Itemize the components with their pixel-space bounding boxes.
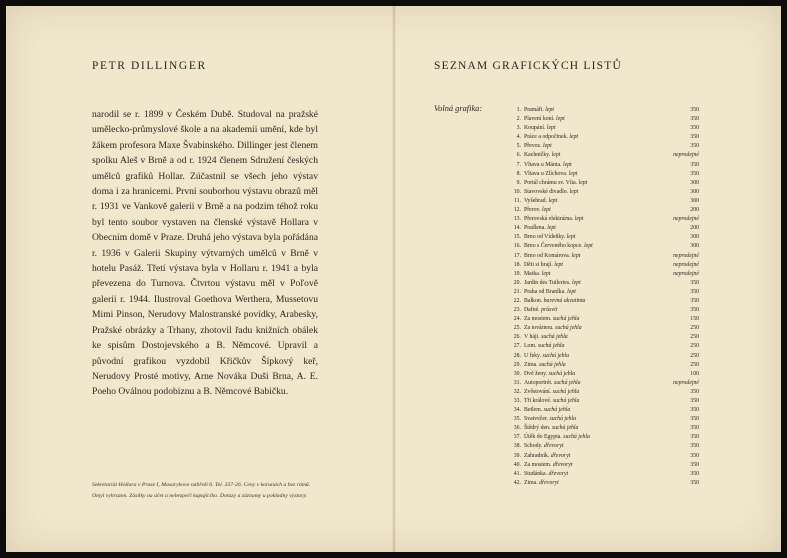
list-item: [509, 115, 699, 124]
item-price: 350: [690, 452, 699, 459]
item-price: 350: [690, 307, 699, 314]
item-price: 350: [690, 434, 699, 441]
item-title: Plavení koní.: [524, 116, 555, 123]
item-number: 39.: [513, 452, 521, 459]
item-technique: lept: [567, 288, 576, 295]
item-title: Zima.: [524, 361, 538, 368]
item-number: 37.: [513, 434, 521, 441]
list-item: [509, 142, 699, 151]
item-technique: suchá jehla: [537, 343, 565, 350]
item-title: Pramáři.: [524, 107, 544, 113]
list-item: [509, 124, 699, 133]
item-title: Koupání.: [524, 125, 546, 132]
item-number: 17.: [513, 252, 521, 259]
item-price: 250: [690, 352, 699, 359]
list-item: [509, 397, 699, 406]
list-item: [509, 179, 699, 188]
item-number: 40.: [513, 461, 521, 468]
item-title: Útěk do Egypta.: [524, 434, 562, 441]
item-technique: lept: [562, 161, 572, 168]
item-title: Brno od Komárova.: [524, 252, 571, 259]
item-price: 350: [690, 279, 699, 286]
item-title: Praha od Branlka.: [524, 288, 566, 295]
item-number: 14.: [513, 225, 521, 232]
footnote-line: Omyl vyhrazen. Zásilky na účet a nebezpečí kupujícího. Dotazy a záznamy u pokladny výstavy.: [92, 493, 308, 499]
item-technique: suchá jehla: [551, 425, 579, 432]
item-number: 8.: [516, 170, 521, 177]
item-number: 15.: [513, 234, 521, 241]
item-title: Portál chrámu sv. Víta.: [524, 179, 578, 186]
item-technique: suchá jehla: [539, 361, 566, 368]
item-number: 31.: [513, 379, 521, 386]
item-price: neprodejné: [673, 270, 699, 277]
item-title: U řeky.: [524, 352, 542, 359]
item-title: Zvěstování.: [524, 388, 552, 395]
item-price: 200: [690, 207, 699, 214]
list-item: [509, 388, 699, 397]
item-price: 350: [690, 116, 699, 123]
item-technique: lept: [569, 134, 579, 141]
item-title: Schody.: [524, 443, 543, 450]
catalog-sheet: [6, 6, 781, 552]
item-number: 23.: [513, 307, 521, 314]
list-item: [509, 206, 699, 215]
item-number: 9.: [516, 179, 521, 186]
item-technique: lept: [541, 207, 551, 214]
item-title: V háji.: [524, 334, 540, 341]
item-title: Dafné.: [524, 307, 540, 314]
item-number: 41.: [513, 470, 521, 477]
list-item: [509, 215, 699, 224]
center-fold: [392, 6, 396, 552]
item-technique: lept: [551, 152, 561, 159]
list-item: [509, 279, 699, 288]
item-number: 38.: [513, 443, 521, 450]
item-title: Za továrnou.: [524, 325, 554, 332]
item-price: 350: [690, 143, 699, 150]
list-item: [509, 133, 699, 142]
item-price: neprodejné: [673, 152, 699, 159]
list-item: [509, 315, 699, 324]
item-number: 25.: [513, 325, 521, 332]
item-price: 350: [690, 416, 699, 423]
item-technique: lept: [548, 197, 558, 204]
item-technique: barevná akvatinta: [543, 297, 586, 304]
item-price: 150: [690, 316, 699, 323]
list-item: [509, 197, 699, 206]
item-technique: dřevoryt: [539, 479, 559, 486]
item-technique: lept: [574, 216, 584, 223]
item-price: 350: [690, 297, 699, 304]
item-title: Betlem.: [524, 407, 543, 414]
item-technique: suchá jehla: [552, 316, 580, 323]
list-item: [509, 242, 699, 251]
item-price: 250: [690, 361, 699, 368]
item-price: neprodejné: [673, 379, 699, 386]
item-title: Za mostem.: [524, 461, 552, 468]
item-technique: suchá jehla: [548, 370, 576, 377]
item-technique: suchá jehla: [541, 334, 568, 341]
item-price: 300: [690, 179, 699, 186]
item-number: 28.: [513, 352, 521, 359]
list-item: [509, 415, 699, 424]
left-page: [92, 60, 318, 409]
footnote: [92, 480, 358, 502]
item-number: 33.: [513, 398, 521, 404]
item-technique: průsvit: [541, 307, 558, 314]
list-item: [509, 406, 699, 415]
item-technique: suchá jehla: [555, 325, 582, 332]
item-number: 26.: [513, 334, 521, 341]
list-item: [509, 161, 699, 170]
item-title: Brno od Vídeňky.: [524, 234, 566, 241]
item-title: Vltava u Zlíchova.: [524, 170, 568, 177]
item-price: 250: [690, 334, 699, 341]
item-title: Dvě ženy.: [524, 370, 548, 377]
item-technique: lept: [556, 116, 565, 123]
item-technique: suchá jehla: [553, 379, 581, 386]
works-list: [509, 106, 699, 488]
item-number: 42.: [513, 479, 521, 486]
item-number: 36.: [513, 425, 521, 432]
item-title: Lom.: [524, 343, 537, 350]
item-number: 4.: [516, 134, 521, 141]
list-item: [509, 424, 699, 433]
item-title: Přerov.: [524, 207, 541, 214]
list-item: [509, 452, 699, 461]
item-title: Autoportrét.: [524, 379, 553, 386]
item-title: Jardin des Tuileries.: [524, 279, 571, 286]
item-title: Tři králové.: [524, 398, 552, 404]
item-technique: lept: [545, 107, 554, 113]
item-title: Zahradník.: [524, 452, 550, 459]
item-number: 3.: [516, 125, 521, 132]
list-item: [509, 270, 699, 279]
item-number: 16.: [513, 243, 521, 250]
item-number: 10.: [513, 188, 521, 195]
item-title: Studánka.: [524, 470, 548, 477]
list-item: [509, 361, 699, 370]
list-item: [509, 461, 699, 470]
item-price: 350: [690, 407, 699, 414]
artist-name-heading: PETR DILLINGER: [92, 60, 207, 72]
list-item: [509, 252, 699, 261]
item-number: 7.: [516, 161, 521, 168]
item-number: 21.: [513, 288, 521, 295]
item-title: Zima.: [524, 479, 538, 486]
item-technique: lept: [571, 252, 581, 259]
item-technique: lept: [566, 234, 576, 241]
item-price: 350: [690, 479, 699, 486]
item-technique: lept: [578, 179, 588, 186]
list-item: [509, 188, 699, 197]
item-technique: suchá jehla: [549, 416, 577, 423]
item-title: Vyšehrad.: [524, 197, 548, 204]
list-item: [509, 433, 699, 442]
item-number: 12.: [513, 207, 521, 214]
item-price: 300: [690, 188, 699, 195]
item-title: Kachničky.: [524, 152, 551, 159]
list-item: [509, 470, 699, 479]
item-price: 300: [690, 243, 699, 250]
item-number: 20.: [513, 279, 521, 286]
item-title: Matka.: [524, 270, 541, 277]
item-title: Práce a odpočinek.: [524, 134, 568, 141]
item-number: 32.: [513, 388, 521, 395]
item-number: 13.: [513, 216, 521, 223]
list-item: [509, 352, 699, 361]
item-number: 24.: [513, 316, 521, 323]
item-number: 6.: [516, 152, 521, 159]
list-item: [509, 297, 699, 306]
list-item: [509, 379, 699, 388]
item-price: 350: [690, 125, 699, 132]
item-number: 18.: [513, 261, 521, 268]
list-item: [509, 170, 699, 179]
item-technique: lept: [584, 243, 593, 250]
item-title: Vltava u Mánia.: [524, 161, 562, 168]
item-technique: suchá jehla: [543, 407, 571, 414]
item-price: 350: [690, 425, 699, 432]
item-title: Za mostem.: [524, 316, 552, 323]
list-item: [509, 151, 699, 160]
item-technique: lept: [546, 125, 556, 132]
category-label: Volná grafika:: [434, 104, 483, 113]
item-technique: dřevoryt: [548, 470, 569, 477]
item-price: 350: [690, 170, 699, 177]
item-technique: lept: [547, 225, 556, 232]
item-technique: dřevoryt: [552, 461, 573, 468]
item-technique: suchá jehla: [563, 434, 590, 441]
item-technique: suchá jehla: [552, 388, 580, 395]
item-price: 300: [690, 234, 699, 241]
item-title: Balkon.: [524, 297, 543, 304]
item-technique: lept: [569, 188, 579, 195]
footnote-line: Sekretariát Hollara v Praze I, Masarykovo nábřeží 6. Tel. 337-26. Ceny v korunách a bez rámů.: [92, 482, 311, 488]
list-item: [509, 261, 699, 270]
item-number: 29.: [513, 361, 521, 368]
item-title: Svatvečer.: [524, 416, 548, 423]
item-price: 200: [690, 225, 699, 232]
item-number: 1.: [516, 107, 521, 113]
item-title: Převoz.: [524, 143, 542, 150]
item-price: 350: [690, 398, 699, 404]
list-item: [509, 342, 699, 351]
list-item: [509, 479, 699, 488]
item-price: neprodejné: [673, 261, 699, 268]
list-item: [509, 233, 699, 242]
item-number: 34.: [513, 407, 521, 414]
item-technique: dřevoryt: [550, 452, 571, 459]
item-price: neprodejné: [673, 252, 699, 259]
list-heading: SEZNAM GRAFICKÝCH LISTŮ: [434, 60, 622, 72]
item-title: Brno s Červeného kopce.: [524, 243, 583, 250]
item-title: Pradlena.: [524, 225, 546, 232]
item-number: 19.: [513, 270, 521, 277]
item-price: 350: [690, 470, 699, 477]
list-item: [509, 288, 699, 297]
item-technique: lept: [543, 143, 552, 150]
list-item: [509, 224, 699, 233]
artist-biography: narodil se r. 1899 v Českém Dubě. Studoval na pražské umělecko-průmyslové škole a na akademii umění, kde byl žákem profesora Maxe Švabinského. Dillinger jest členem spolku Aleš v Brně a od r. 1924 členem Sdružení českých umělců grafiků Hollar. Zúčastnil se všech jeho výstav doma i za hranicemi. První souborhou výstavu obrazů měl r. 1931 ve Vankově galerii v Brně a na podzim téhož roku byl tento soubor vystaven na členské výstavě Hollara v Obecním domě v Praze. Druhá jeho výstava byla pořádána r. 1936 v Galerii Skupiny výtvarných umělců v Brně v hotelu Pasáž. Třetí výstava byla v Hollaru r. 1941 a byla převezena do Turnova. Čtvrtou výstavu měl v Poľově galerii r. 1944. Ilustroval Goethova Werthera, Mussetovu Mimi Pinson, Nerudovy Malostranské povídky, Arabesky, Pražské obrázky a Trhany, zhotovil řadu knižních obálek ke spisům Dostojevského a B. Němcové. Upravil a původní grafikou vyzdobil Křičkův Šípkový keř, Nerudovy Prosté motivy, Arne Nováka Duši Brna, A. E. Poeho Oválnou podobiznu a B. Němcové Babičku.: [92, 109, 318, 398]
item-price: 350: [690, 161, 699, 168]
item-price: 300: [690, 197, 699, 204]
item-price: 350: [690, 107, 699, 113]
item-number: 27.: [513, 343, 521, 350]
item-technique: lept: [572, 279, 581, 286]
item-number: 22.: [513, 297, 521, 304]
item-price: 250: [690, 325, 699, 332]
item-price: 100: [690, 370, 699, 377]
item-technique: lept: [554, 261, 563, 268]
item-technique: lept: [568, 170, 578, 177]
item-technique: lept: [541, 270, 551, 277]
list-item: [509, 333, 699, 342]
item-technique: dřevoryt: [543, 443, 564, 450]
item-title: Přerovská elektrárna.: [524, 216, 574, 223]
item-price: neprodejné: [673, 216, 699, 223]
item-price: 350: [690, 443, 699, 450]
item-title: Štědrý den.: [524, 425, 551, 432]
right-page: [434, 60, 714, 72]
item-price: 350: [690, 288, 699, 295]
item-number: 5.: [516, 143, 521, 150]
item-number: 30.: [513, 370, 521, 377]
item-technique: suchá jehla: [552, 398, 580, 404]
item-price: 350: [690, 461, 699, 468]
item-price: 250: [690, 343, 699, 350]
item-number: 11.: [513, 197, 521, 204]
item-title: Děti si hrají.: [524, 261, 553, 268]
list-item: [509, 370, 699, 379]
item-technique: suchá jehla: [542, 352, 570, 359]
list-item: [509, 442, 699, 451]
list-item: [509, 324, 699, 333]
item-price: 350: [690, 388, 699, 395]
item-title: Stavovské divadlo.: [524, 188, 569, 195]
item-number: 35.: [513, 416, 521, 423]
list-item: [509, 106, 699, 115]
item-number: 2.: [516, 116, 521, 123]
list-item: [509, 306, 699, 315]
item-price: 350: [690, 134, 699, 141]
